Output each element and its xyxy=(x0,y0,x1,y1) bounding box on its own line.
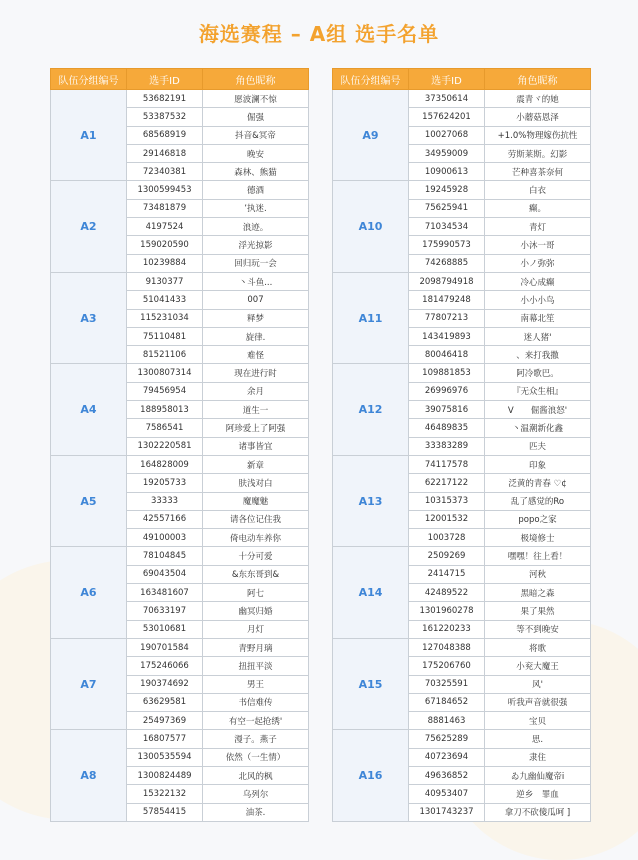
nickname-cell: 小蘑菇恩泽 xyxy=(485,108,591,126)
nickname-cell: +1.0%物理嫁伤抗性 xyxy=(485,126,591,144)
player-id-cell: 1300599453 xyxy=(127,181,203,199)
nickname-cell: 有空一起抢绣' xyxy=(203,712,309,730)
nickname-cell: 小兖大魔王 xyxy=(485,657,591,675)
nickname-cell: 道生一 xyxy=(203,401,309,419)
table-row xyxy=(51,181,309,199)
player-id-cell: 73481879 xyxy=(127,199,203,217)
table-header-row xyxy=(51,69,309,90)
nickname-cell: 魔魔魅 xyxy=(203,492,309,510)
player-id-cell: 19205733 xyxy=(127,474,203,492)
table-row xyxy=(51,730,309,748)
nickname-cell: 难怪 xyxy=(203,346,309,364)
player-id-cell: 2098794918 xyxy=(409,272,485,290)
table-row xyxy=(51,272,309,290)
group-label: A7 xyxy=(51,638,127,729)
player-id-cell: 12001532 xyxy=(409,510,485,528)
nickname-cell: 回归玩一会 xyxy=(203,254,309,272)
player-id-cell: 19245928 xyxy=(409,181,485,199)
player-id-cell: 175990573 xyxy=(409,236,485,254)
player-id-cell: 16807577 xyxy=(127,730,203,748)
nickname-cell: 芒种喜茶奈何 xyxy=(485,163,591,181)
nickname-cell: 青灯 xyxy=(485,218,591,236)
table-row xyxy=(51,547,309,565)
column-header-player-id: 选手ID xyxy=(409,69,485,90)
player-id-cell: 1300807314 xyxy=(127,364,203,382)
player-id-cell: 70325591 xyxy=(409,675,485,693)
nickname-cell: 震青ヾ的她 xyxy=(485,90,591,108)
player-id-cell: 4197524 xyxy=(127,218,203,236)
player-id-cell: 34959009 xyxy=(409,144,485,162)
table-row xyxy=(51,364,309,382)
page-title: 海选赛程 – A组 选手名单 xyxy=(198,22,440,46)
player-id-cell: 71034534 xyxy=(409,218,485,236)
nickname-cell: 余月 xyxy=(203,382,309,400)
player-id-cell: 190701584 xyxy=(127,638,203,656)
nickname-cell: 黑暗之森 xyxy=(485,584,591,602)
nickname-cell: 印象 xyxy=(485,455,591,473)
nickname-cell: 迷人猪' xyxy=(485,327,591,345)
player-id-cell: 40723694 xyxy=(409,748,485,766)
nickname-cell: 等不到晚安 xyxy=(485,620,591,638)
player-id-cell: 1302220581 xyxy=(127,437,203,455)
nickname-cell: 、来打我撒 xyxy=(485,346,591,364)
player-id-cell: 143419893 xyxy=(409,327,485,345)
player-id-cell: 49100003 xyxy=(127,529,203,547)
nickname-cell: ゐ九幽仙魔帝i xyxy=(485,766,591,784)
player-id-cell: 163481607 xyxy=(127,584,203,602)
roster-table-left xyxy=(50,68,309,822)
player-id-cell: 78104845 xyxy=(127,547,203,565)
player-id-cell: 75110481 xyxy=(127,327,203,345)
player-id-cell: 74268885 xyxy=(409,254,485,272)
player-id-cell: 67184652 xyxy=(409,693,485,711)
nickname-cell: 青野月璃 xyxy=(203,638,309,656)
group-label: A8 xyxy=(51,730,127,821)
nickname-cell: ’执迷. xyxy=(203,199,309,217)
nickname-cell: popo之家 xyxy=(485,510,591,528)
nickname-cell: 幽冥归婚 xyxy=(203,602,309,620)
nickname-cell: 请各位记住我 xyxy=(203,510,309,528)
nickname-cell: 『无众生相』 xyxy=(485,382,591,400)
nickname-cell: 森林、熊猫 xyxy=(203,163,309,181)
group-label: A15 xyxy=(333,638,409,729)
player-id-cell: 175246066 xyxy=(127,657,203,675)
player-id-cell: 127048388 xyxy=(409,638,485,656)
nickname-cell: 阿七 xyxy=(203,584,309,602)
table-row xyxy=(333,547,591,565)
player-id-cell: 51041433 xyxy=(127,291,203,309)
player-id-cell: 25497369 xyxy=(127,712,203,730)
player-id-cell: 80046418 xyxy=(409,346,485,364)
table-row xyxy=(333,364,591,382)
group-label: A16 xyxy=(333,730,409,821)
nickname-cell: 风' xyxy=(485,675,591,693)
group-label: A11 xyxy=(333,272,409,363)
player-id-cell: 15322132 xyxy=(127,785,203,803)
nickname-cell: 浪迹。 xyxy=(203,218,309,236)
player-id-cell: 10027068 xyxy=(409,126,485,144)
nickname-cell: 十分可爱 xyxy=(203,547,309,565)
nickname-cell: 将歌 xyxy=(485,638,591,656)
group-label: A14 xyxy=(333,547,409,638)
nickname-cell: 晚安 xyxy=(203,144,309,162)
player-id-cell: 33333 xyxy=(127,492,203,510)
nickname-cell: 扭扭平淡 xyxy=(203,657,309,675)
player-id-cell: 26996976 xyxy=(409,382,485,400)
group-label: A6 xyxy=(51,547,127,638)
column-header-player-id: 选手ID xyxy=(127,69,203,90)
nickname-cell: 劳斯莱斯。幻影 xyxy=(485,144,591,162)
player-id-cell: 188958013 xyxy=(127,401,203,419)
player-id-cell: 62217122 xyxy=(409,474,485,492)
player-id-cell: 10900613 xyxy=(409,163,485,181)
player-id-cell: 70633197 xyxy=(127,602,203,620)
nickname-cell: 德酒 xyxy=(203,181,309,199)
column-header-nickname: 角色昵称 xyxy=(203,69,309,90)
player-id-cell: 115231034 xyxy=(127,309,203,327)
player-id-cell: 68568919 xyxy=(127,126,203,144)
player-id-cell: 1300535594 xyxy=(127,748,203,766)
nickname-cell: 男王 xyxy=(203,675,309,693)
nickname-cell: V 倔酱浪怒' xyxy=(485,401,591,419)
nickname-cell: 隶住 xyxy=(485,748,591,766)
nickname-cell: 小沐一哥 xyxy=(485,236,591,254)
nickname-cell: 果了果然 xyxy=(485,602,591,620)
player-id-cell: 10239884 xyxy=(127,254,203,272)
player-id-cell: 161220233 xyxy=(409,620,485,638)
nickname-cell: 肤浅对白 xyxy=(203,474,309,492)
nickname-cell: 释梦 xyxy=(203,309,309,327)
nickname-cell: 河秋 xyxy=(485,565,591,583)
nickname-cell: 泛黄的青春 ♡¢ xyxy=(485,474,591,492)
nickname-cell: 冷心成癫 xyxy=(485,272,591,290)
player-id-cell: 75625289 xyxy=(409,730,485,748)
nickname-cell: 抖音&冥帝 xyxy=(203,126,309,144)
table-row xyxy=(51,638,309,656)
player-id-cell: 63629581 xyxy=(127,693,203,711)
nickname-cell: 旋律. xyxy=(203,327,309,345)
nickname-cell: 乱了感觉的Ro xyxy=(485,492,591,510)
nickname-cell: 拿刀不砍傻瓜呵 ] xyxy=(485,803,591,821)
nickname-cell: 极境修士 xyxy=(485,529,591,547)
nickname-cell: 南幕北笙 xyxy=(485,309,591,327)
table-row xyxy=(333,455,591,473)
table-row xyxy=(333,272,591,290)
player-id-cell: 29146818 xyxy=(127,144,203,162)
nickname-cell: 北风的枫 xyxy=(203,766,309,784)
player-id-cell: 1300824489 xyxy=(127,766,203,784)
table-row xyxy=(51,455,309,473)
nickname-cell: 逆乡 罪血 xyxy=(485,785,591,803)
nickname-cell: 诸事皆宜 xyxy=(203,437,309,455)
player-id-cell: 109881853 xyxy=(409,364,485,382)
nickname-cell: 小ノ弥弥 xyxy=(485,254,591,272)
player-id-cell: 74117578 xyxy=(409,455,485,473)
group-label: A12 xyxy=(333,364,409,455)
nickname-cell: 新章 xyxy=(203,455,309,473)
player-id-cell: 1301743237 xyxy=(409,803,485,821)
player-id-cell: 7586541 xyxy=(127,419,203,437)
nickname-cell: 漫子。燕子 xyxy=(203,730,309,748)
nickname-cell: 小小小鸟 xyxy=(485,291,591,309)
column-header-group: 队伍分组编号 xyxy=(51,69,127,90)
nickname-cell: 嘿嘿！往上看！ xyxy=(485,547,591,565)
group-label: A1 xyxy=(51,90,127,181)
player-id-cell: 39075816 xyxy=(409,401,485,419)
table-row xyxy=(51,90,309,108)
player-id-cell: 181479248 xyxy=(409,291,485,309)
roster-table-right xyxy=(332,68,591,822)
player-id-cell: 1003728 xyxy=(409,529,485,547)
nickname-cell: &东东哥到& xyxy=(203,565,309,583)
player-id-cell: 79456954 xyxy=(127,382,203,400)
nickname-cell: 007 xyxy=(203,291,309,309)
player-id-cell: 57854415 xyxy=(127,803,203,821)
player-id-cell: 2414715 xyxy=(409,565,485,583)
player-id-cell: 53387532 xyxy=(127,108,203,126)
table-row xyxy=(333,181,591,199)
player-id-cell: 53682191 xyxy=(127,90,203,108)
player-id-cell: 69043504 xyxy=(127,565,203,583)
group-label: A4 xyxy=(51,364,127,455)
player-id-cell: 37350614 xyxy=(409,90,485,108)
player-id-cell: 77807213 xyxy=(409,309,485,327)
player-id-cell: 33383289 xyxy=(409,437,485,455)
table-header-row xyxy=(333,69,591,90)
player-id-cell: 9130377 xyxy=(127,272,203,290)
player-id-cell: 164828009 xyxy=(127,455,203,473)
player-id-cell: 2509269 xyxy=(409,547,485,565)
table-row xyxy=(333,638,591,656)
player-id-cell: 40953407 xyxy=(409,785,485,803)
nickname-cell: 宝贝 xyxy=(485,712,591,730)
player-id-cell: 175206760 xyxy=(409,657,485,675)
nickname-cell: 思. xyxy=(485,730,591,748)
nickname-cell: 浮光掠影 xyxy=(203,236,309,254)
group-label: A5 xyxy=(51,455,127,546)
nickname-cell: 丶温潮新化鑫 xyxy=(485,419,591,437)
nickname-cell: 依然（一生情） xyxy=(203,748,309,766)
nickname-cell: 听我声音就很强 xyxy=(485,693,591,711)
player-id-cell: 190374692 xyxy=(127,675,203,693)
table-row xyxy=(333,730,591,748)
nickname-cell: 白衣 xyxy=(485,181,591,199)
group-label: A3 xyxy=(51,272,127,363)
group-label: A10 xyxy=(333,181,409,272)
nickname-cell: 月灯 xyxy=(203,620,309,638)
nickname-cell: 乌列尔 xyxy=(203,785,309,803)
player-id-cell: 72340381 xyxy=(127,163,203,181)
nickname-cell: 书信难传 xyxy=(203,693,309,711)
player-id-cell: 75625941 xyxy=(409,199,485,217)
nickname-cell: 癫。 xyxy=(485,199,591,217)
nickname-cell: 倚电动车养你 xyxy=(203,529,309,547)
player-id-cell: 8881463 xyxy=(409,712,485,730)
player-id-cell: 53010681 xyxy=(127,620,203,638)
player-id-cell: 159020590 xyxy=(127,236,203,254)
nickname-cell: 丶斗鱼... xyxy=(203,272,309,290)
table-row xyxy=(333,90,591,108)
player-id-cell: 157624201 xyxy=(409,108,485,126)
nickname-cell: 匹夫 xyxy=(485,437,591,455)
player-id-cell: 42489522 xyxy=(409,584,485,602)
nickname-cell: 现在进行时 xyxy=(203,364,309,382)
nickname-cell: 倔强 xyxy=(203,108,309,126)
nickname-cell: 愿波澜不惊 xyxy=(203,90,309,108)
group-label: A13 xyxy=(333,455,409,546)
player-id-cell: 81521106 xyxy=(127,346,203,364)
column-header-group: 队伍分组编号 xyxy=(333,69,409,90)
player-id-cell: 42557166 xyxy=(127,510,203,528)
nickname-cell: 油茶. xyxy=(203,803,309,821)
group-label: A9 xyxy=(333,90,409,181)
player-id-cell: 46489835 xyxy=(409,419,485,437)
column-header-nickname: 角色昵称 xyxy=(485,69,591,90)
nickname-cell: 阿冷歌巴。 xyxy=(485,364,591,382)
player-id-cell: 10315373 xyxy=(409,492,485,510)
group-label: A2 xyxy=(51,181,127,272)
player-id-cell: 1301960278 xyxy=(409,602,485,620)
nickname-cell: 阿珍爱上了阿强 xyxy=(203,419,309,437)
player-id-cell: 49636852 xyxy=(409,766,485,784)
